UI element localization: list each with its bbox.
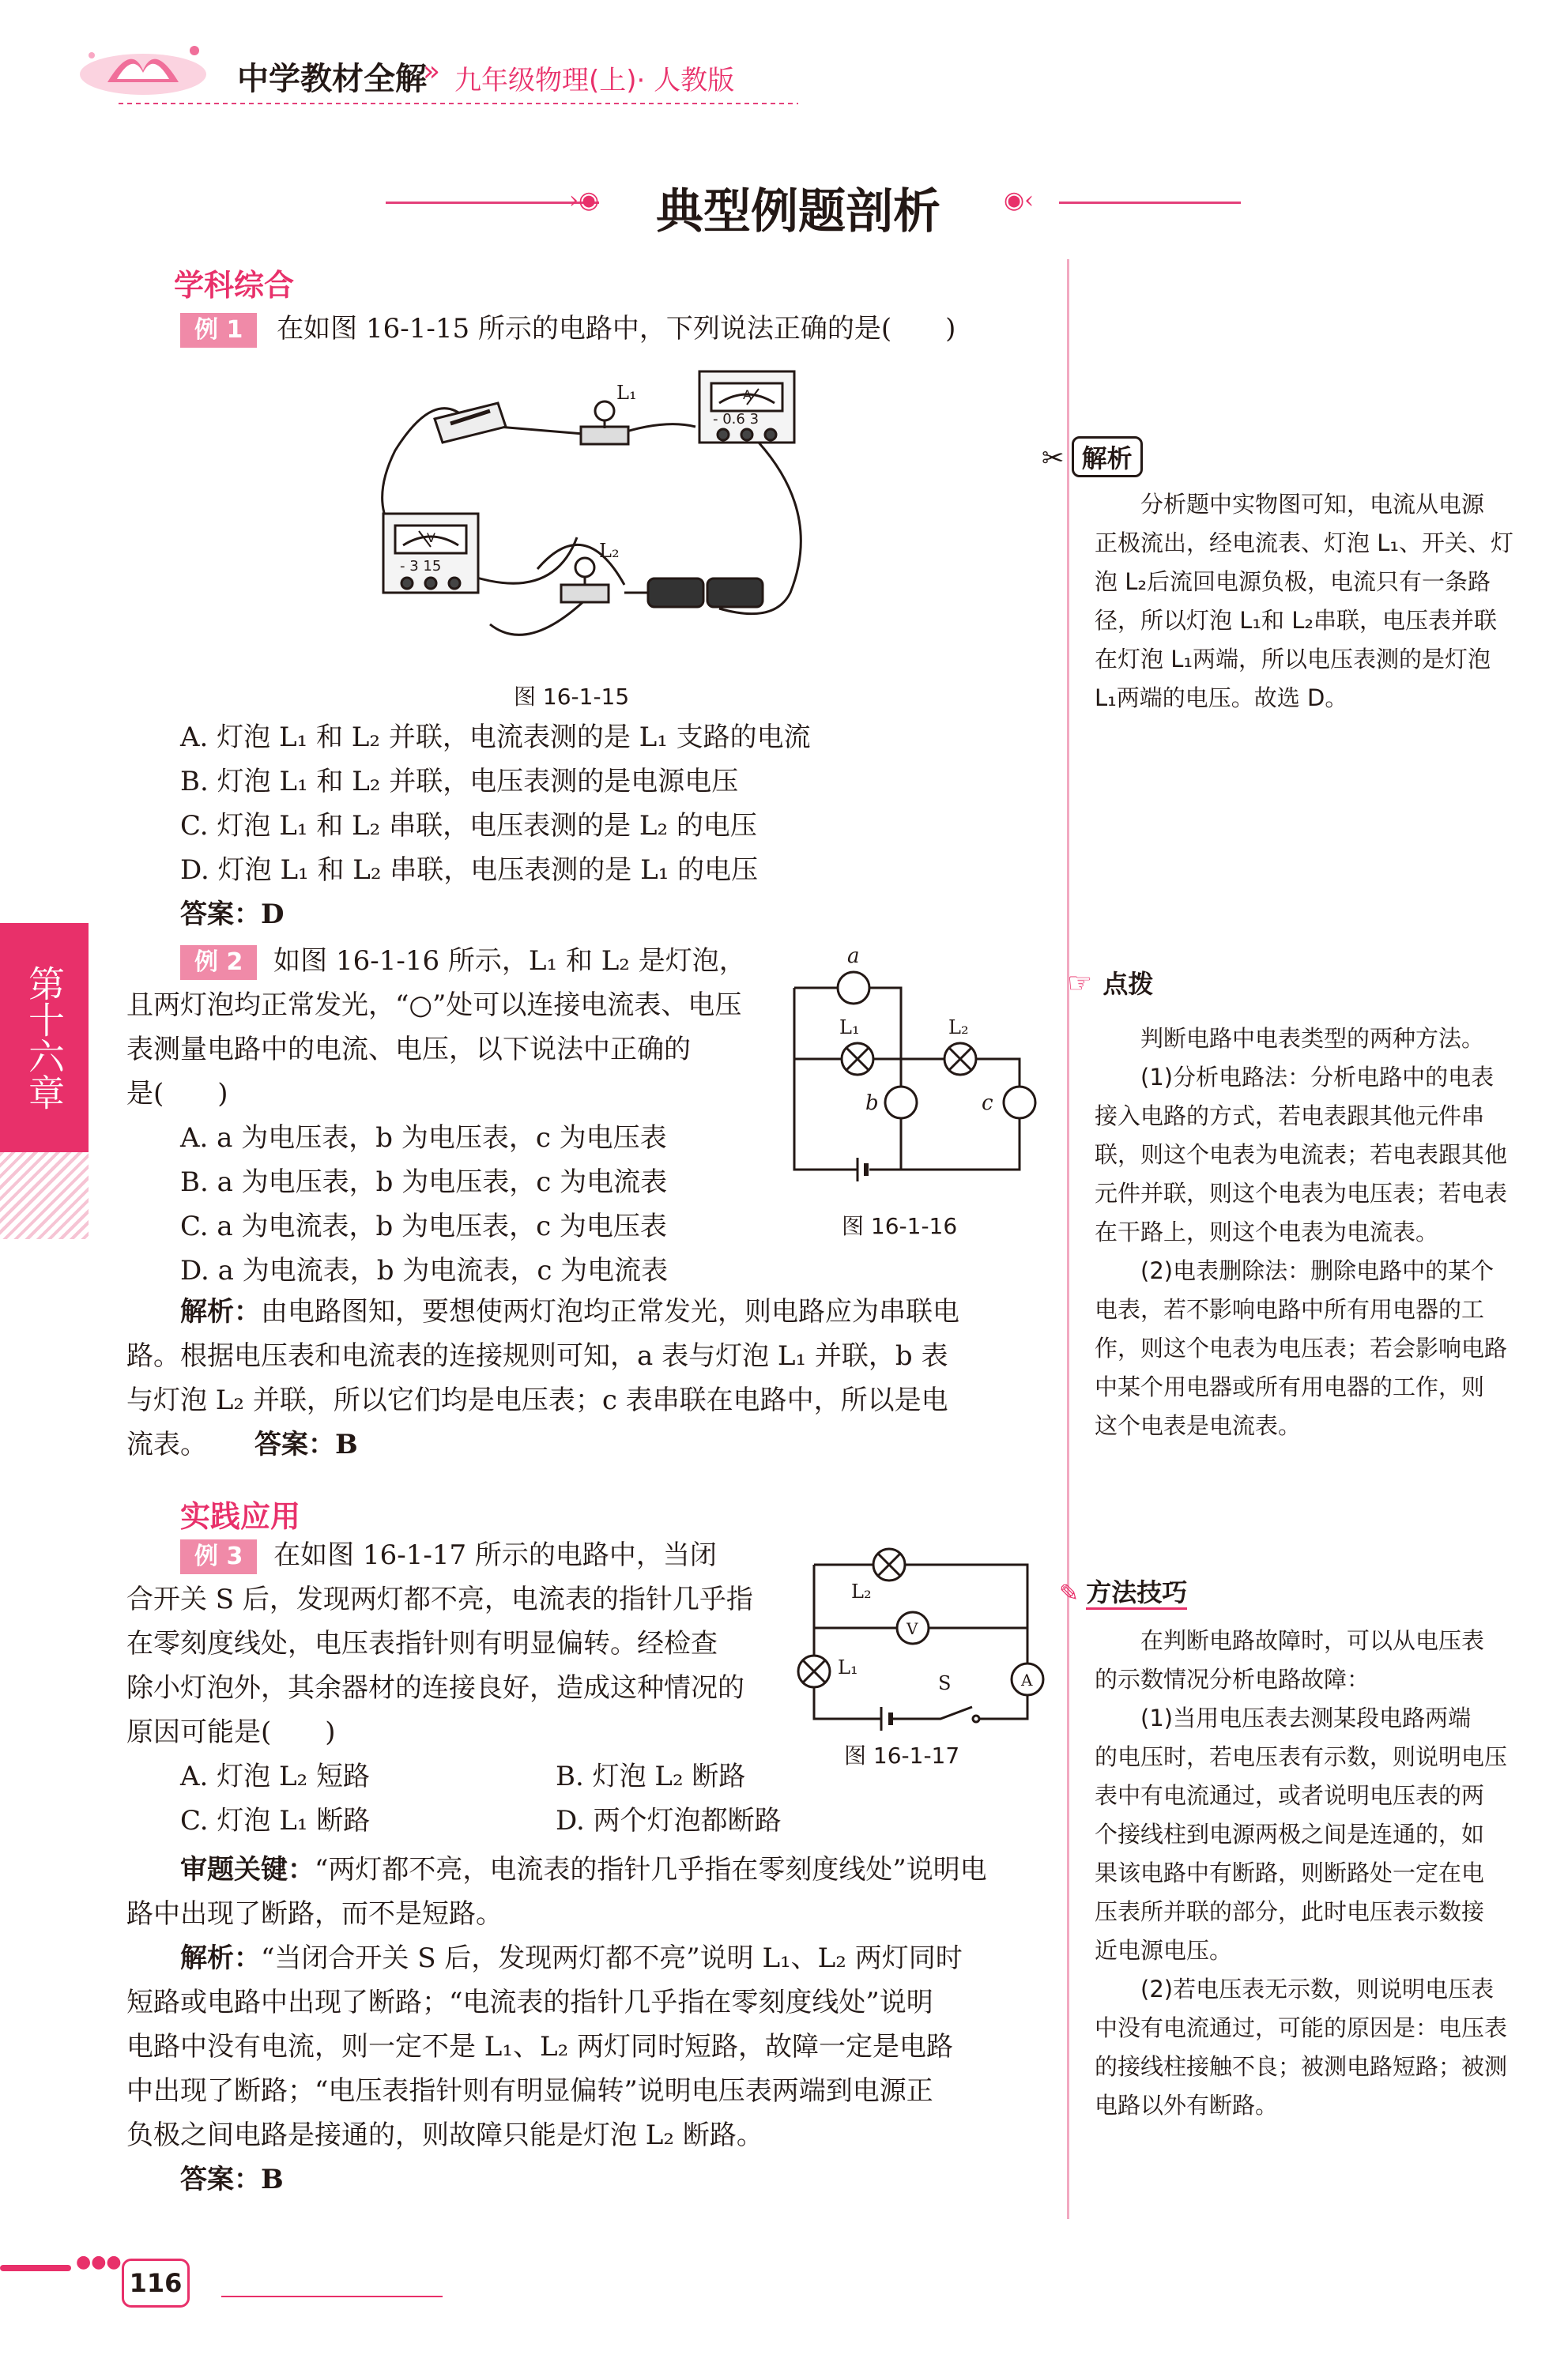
fig16-label-c: c (982, 1091, 993, 1115)
example-3-line-1: 在如图 16-1-17 所示的电路中，当闭 (273, 1539, 717, 1571)
scissors-icon: ✂ (1042, 443, 1065, 474)
header-logo (76, 27, 210, 100)
sidebar-jiexi-line-6: L₁两端的电压。故选 D。 (1095, 684, 1348, 711)
fig15-voltmeter-letter: V (427, 530, 435, 545)
chapter-tab (0, 923, 89, 1152)
example-2-question (126, 939, 775, 1293)
title-rule-right (1059, 202, 1241, 204)
example-2-option-d: D. a 为电流表，b 为电流表，c 为电流表 (180, 1255, 669, 1287)
header-book-title: 中学教材全解 (237, 61, 427, 97)
sidebar-dianbo-line-1: 判断电路中电表类型的两种方法。 (1140, 1025, 1485, 1052)
sidebar-fangfa-line-4: 的电压时，若电压表有示数，则说明电压 (1095, 1743, 1508, 1770)
fig17-label-s: S (938, 1672, 952, 1694)
fig17-label-a: A (1021, 1671, 1033, 1690)
footer-bar (0, 2265, 71, 2271)
fig16-label-b: b (865, 1091, 879, 1115)
example-1-tag: 例 1 (180, 313, 257, 348)
example-2-analysis (126, 1290, 1043, 1467)
figure-16-1-17 (794, 1541, 1047, 1731)
example-2-option-b: B. a 为电压表，b 为电压表，c 为电流表 (180, 1166, 668, 1198)
chapter-tab-label: 第十六章 (23, 965, 66, 1110)
example-3-analysis-line-4: 中出现了断路；“电压表指针则有明显偏转”说明电压表两端到电源正 (126, 2075, 933, 2107)
header-separator: » (423, 55, 441, 88)
sidebar-fangfa-header (1059, 1573, 1187, 1609)
sidebar-jiexi-line-1: 分析题中实物图可知，电流从电源 (1140, 491, 1485, 518)
example-3-key (126, 1848, 1043, 2202)
sidebar-jiexi-line-5: 在灯泡 L₁两端，所以电压表测的是灯泡 (1095, 646, 1491, 673)
example-3-option-d: D. 两个灯泡都断路 (556, 1805, 782, 1837)
sidebar-dianbo-header (1067, 964, 1153, 1000)
sidebar-dianbo-line-8: 电表，若不影响电路中所有用电器的工 (1095, 1296, 1485, 1323)
sidebar-fangfa-line-1: 在判断电路故障时，可以从电压表 (1140, 1627, 1485, 1654)
sidebar-jiexi-line-3: 泡 L₂后流回电源负极，电流只有一条路 (1095, 568, 1491, 595)
sidebar-dianbo-line-9: 作，则这个电表为电压表；若会影响电路 (1095, 1335, 1508, 1362)
pen-icon: ✎ (1059, 1580, 1080, 1607)
footer-rule (221, 2296, 443, 2297)
section-title-xueke: 学科综合 (174, 268, 295, 303)
fig16-label-a: a (847, 944, 860, 968)
sidebar-dianbo-line-5: 元件并联，则这个电表为电压表；若电表 (1095, 1180, 1508, 1207)
sidebar-fangfa-line-7: 果该电路中有断路，则断路处一定在电 (1095, 1859, 1485, 1886)
example-3-analysis-label: 解析： (180, 1942, 261, 1974)
example-3-key-line-2: 路中出现了断路，而不是短路。 (126, 1898, 503, 1930)
sidebar-fangfa-line-5: 表中有电流通过，或者说明电压表的两 (1095, 1782, 1485, 1809)
page-title: 典型例题剖析 (656, 184, 940, 239)
example-3-analysis-line-5: 负极之间电路是接通的，则故障只能是灯泡 L₂ 断路。 (126, 2119, 763, 2151)
example-2-answer: 答案：B (254, 1429, 358, 1460)
example-3-option-a: A. 灯泡 L₂ 短路 (180, 1761, 370, 1792)
example-2-option-c: C. a 为电流表，b 为电压表，c 为电压表 (180, 1211, 667, 1242)
example-1-option-d: D. 灯泡 L₁ 和 L₂ 串联，电压表测的是 L₁ 的电压 (180, 854, 759, 886)
example-2-analysis-line-4: 流表。 (126, 1429, 207, 1460)
fig15-ammeter-letter: A (743, 387, 752, 402)
example-1-option-a: A. 灯泡 L₁ 和 L₂ 并联，电流表测的是 L₁ 支路的电流 (180, 722, 811, 753)
figure-16-1-15-caption: 图 16-1-15 (514, 684, 630, 710)
fig16-label-l1: L₁ (839, 1016, 860, 1038)
example-3-option-c: C. 灯泡 L₁ 断路 (180, 1805, 371, 1837)
example-2-option-a: A. a 为电压表，b 为电压表，c 为电压表 (180, 1122, 667, 1154)
sidebar-fangfa-line-13: 电路以外有断路。 (1095, 2092, 1279, 2119)
example-2-analysis-line-2: 路。根据电压表和电流表的连接规则可知，a 表与灯泡 L₁ 并联，b 表 (126, 1340, 948, 1372)
sidebar-fangfa-line-12: 的接线柱接触不良；被测电路短路；被测 (1095, 2053, 1508, 2080)
example-3-option-b: B. 灯泡 L₂ 断路 (556, 1761, 746, 1792)
sidebar-jiexi-line-2: 正极流出，经电流表、灯泡 L₁、开关、灯 (1095, 529, 1514, 556)
sidebar-fangfa-line-3: (1)当用电压表去测某段电路两端 (1140, 1705, 1472, 1731)
example-3-analysis-line-1: “当闭合开关 S 后，发现两灯都不亮”说明 L₁、L₂ 两灯同时 (261, 1942, 963, 1974)
fig17-label-l1: L₁ (838, 1656, 858, 1679)
header-rule (119, 103, 798, 104)
example-1-option-c: C. 灯泡 L₁ 和 L₂ 串联，电压表测的是 L₂ 的电压 (180, 810, 757, 842)
sidebar-jiexi-line-4: 径，所以灯泡 L₁和 L₂串联，电压表并联 (1095, 607, 1498, 634)
example-2-analysis-line-1: 由电路图知，要想使两灯泡均正常发光，则电路应为串联电 (261, 1296, 959, 1328)
example-3-question (126, 1533, 806, 1754)
book-logo-icon (76, 27, 210, 100)
fig15-voltmeter-scale: - 3 15 (400, 558, 442, 575)
sidebar-fangfa-body (1095, 1622, 1537, 2125)
example-2-line-1: 如图 16-1-16 所示，L₁ 和 L₂ 是灯泡， (273, 945, 746, 977)
fig15-ammeter-scale: - 0.6 3 (713, 411, 760, 428)
section-title-shijian: 实践应用 (180, 1499, 301, 1534)
example-3-key-label: 审题关键： (180, 1854, 315, 1886)
figure-16-1-17-caption: 图 16-1-17 (844, 1743, 960, 1769)
example-2-analysis-label: 解析： (180, 1296, 261, 1328)
example-3-line-2: 合开关 S 后，发现两灯都不亮，电流表的指针几乎指 (126, 1584, 753, 1615)
sidebar-fangfa-line-6: 个接线柱到电源两极之间是连通的，如 (1095, 1821, 1485, 1848)
sidebar-jiexi-header (1042, 436, 1143, 477)
example-1-options (180, 715, 1034, 936)
example-2-tag: 例 2 (180, 945, 257, 980)
example-1-answer: 答案：D (180, 899, 285, 930)
example-1-question-text: 在如图 16-1-15 所示的电路中，下列说法正确的是( ) (277, 313, 956, 345)
example-3-line-3: 在零刻度线处，电压表指针则有明显偏转。经检查 (126, 1628, 718, 1660)
example-3-line-4: 除小灯泡外，其余器材的连接良好，造成这种情况的 (126, 1672, 744, 1704)
title-arrow-right-icon: ◉‹ (1004, 187, 1035, 214)
sidebar-dianbo-line-2: (1)分析电路法：分析电路中的电表 (1140, 1064, 1494, 1091)
sidebar-fangfa-line-11: 中没有电流通过，可能的原因是：电压表 (1095, 2014, 1508, 2041)
figure-16-1-16 (775, 940, 1043, 1193)
example-1-question (180, 307, 1034, 351)
sidebar-dianbo-title: 点拨 (1102, 969, 1154, 999)
sidebar-jiexi-title: 解析 (1072, 436, 1143, 477)
example-2-line-2: 且两灯泡均正常发光，“○”处可以连接电流表、电压 (126, 989, 742, 1021)
example-3-key-line-1: “两灯都不亮，电流表的指针几乎指在零刻度线处”说明电 (315, 1854, 987, 1886)
column-divider (1067, 259, 1069, 2219)
sidebar-fangfa-line-8: 压表所并联的部分，此时电压表示数接 (1095, 1898, 1485, 1925)
sidebar-dianbo-line-7: (2)电表删除法：删除电路中的某个 (1140, 1257, 1494, 1284)
sidebar-fangfa-title: 方法技巧 (1086, 1577, 1187, 1610)
footer-dots: ●●● (76, 2252, 122, 2272)
example-2-analysis-line-3: 与灯泡 L₂ 并联，所以它们均是电压表；c 表串联在电路中，所以是电 (126, 1385, 948, 1416)
sidebar-fangfa-line-2: 的示数情况分析电路故障： (1095, 1666, 1370, 1693)
sidebar-dianbo-line-3: 接入电路的方式，若电表跟其他元件串 (1095, 1102, 1485, 1129)
figure-16-1-16-caption: 图 16-1-16 (842, 1213, 958, 1239)
example-1-option-b: B. 灯泡 L₁ 和 L₂ 并联，电压表测的是电源电压 (180, 766, 739, 797)
chapter-tab-stripes (0, 1152, 89, 1239)
fig16-label-l2: L₂ (948, 1016, 969, 1038)
fig15-label-l2: L₂ (599, 540, 620, 562)
sidebar-jiexi-body (1095, 485, 1537, 718)
example-2-line-3: 表测量电路中的电流、电压，以下说法中正确的 (126, 1034, 691, 1065)
sidebar-dianbo-line-6: 在干路上，则这个电表为电流表。 (1095, 1219, 1439, 1245)
fig17-label-v: V (906, 1619, 918, 1638)
fig15-label-l1: L₁ (616, 382, 637, 404)
sidebar-fangfa-line-10: (2)若电压表无示数，则说明电压表 (1140, 1976, 1494, 2003)
title-arrow-left-icon: ›◉ (569, 187, 600, 214)
example-3-line-5: 原因可能是( ) (126, 1716, 336, 1748)
sidebar-dianbo-line-10: 中某个用电器或所有用电器的工作，则 (1095, 1373, 1485, 1400)
sidebar-dianbo-line-4: 联，则这个电表为电流表；若电表跟其他 (1095, 1141, 1508, 1168)
example-3-answer: 答案：B (180, 2164, 284, 2195)
figure-16-1-15 (348, 356, 822, 688)
example-3-tag: 例 3 (180, 1539, 257, 1574)
sidebar-dianbo-line-11: 这个电表是电流表。 (1095, 1412, 1302, 1439)
example-3-analysis-line-3: 电路中没有电流，则一定不是 L₁、L₂ 两灯同时短路，故障一定是电路 (126, 2031, 954, 2063)
example-3-analysis-line-2: 短路或电路中出现了断路；“电流表的指针几乎指在零刻度线处”说明 (126, 1987, 933, 2018)
pointing-hand-icon: ☞ (1067, 967, 1093, 1000)
page-number: 116 (122, 2259, 190, 2308)
sidebar-dianbo-body (1095, 1019, 1537, 1445)
sidebar-fangfa-line-9: 近电源电压。 (1095, 1937, 1233, 1964)
fig17-label-l2: L₂ (851, 1581, 872, 1603)
header-subject: 九年级物理(上)· 人教版 (454, 65, 735, 96)
title-rule-left (386, 202, 599, 204)
example-2-line-4: 是( ) (126, 1078, 228, 1110)
